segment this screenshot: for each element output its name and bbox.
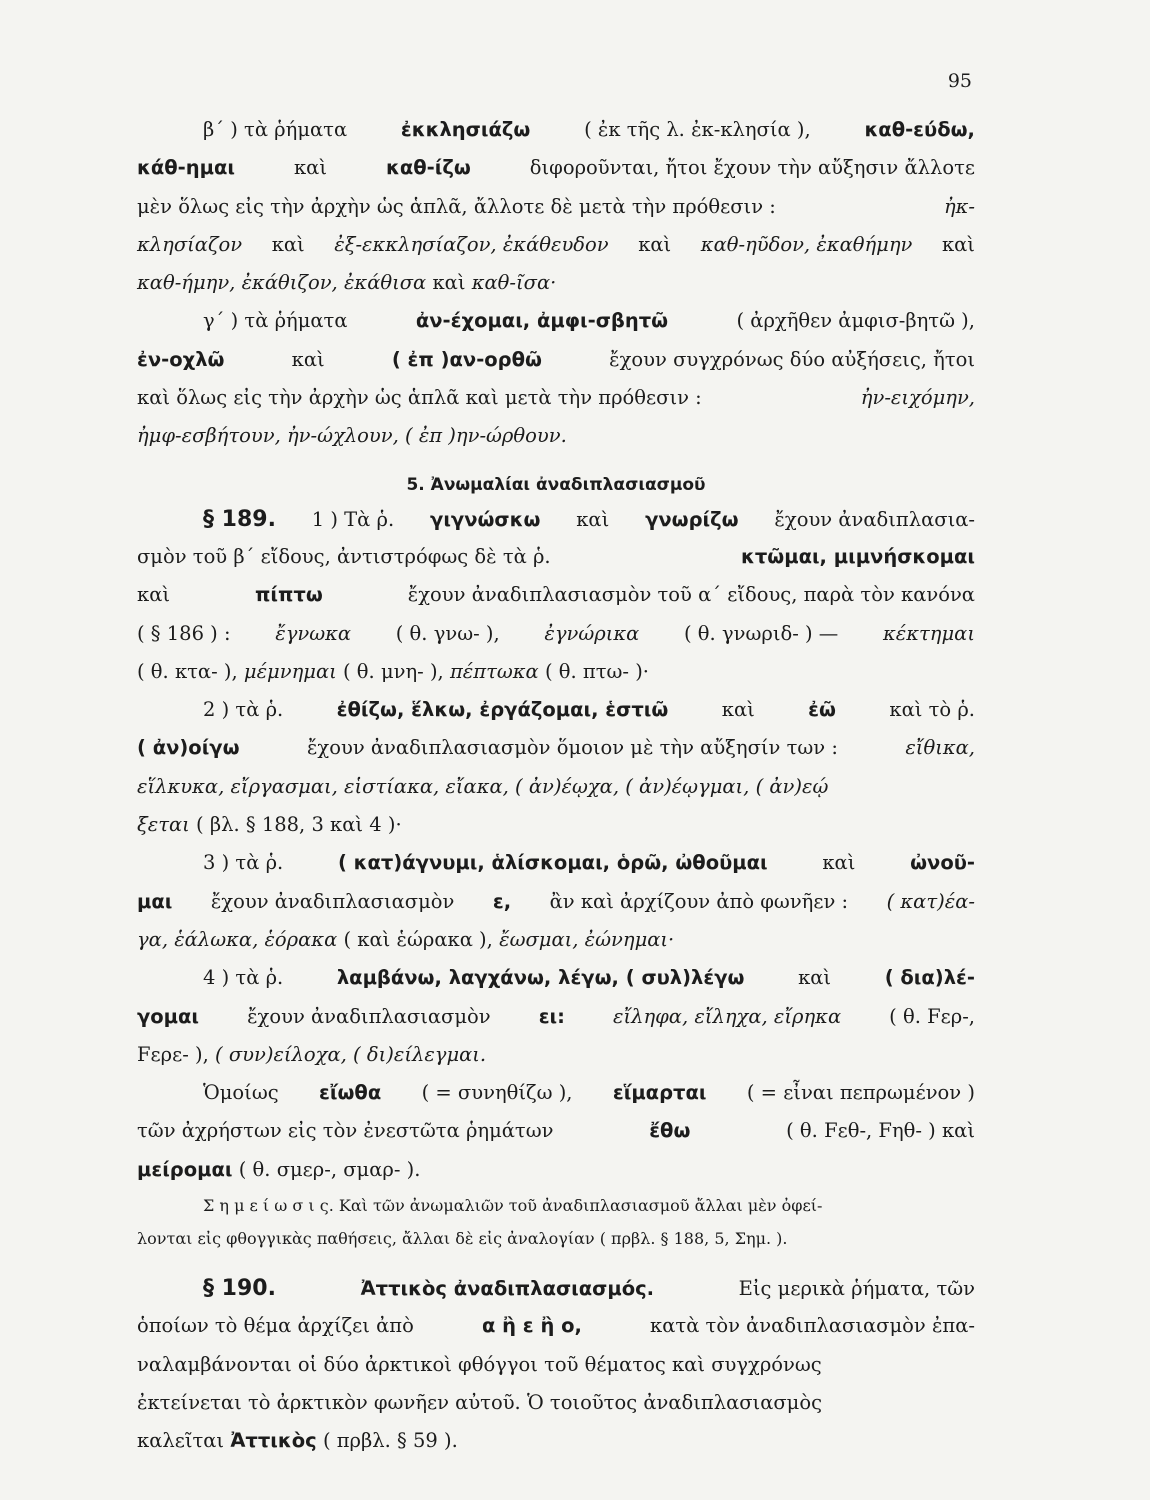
- bold-term: εἴωθα: [319, 1081, 382, 1105]
- bold-term: ( δια)λέ-: [884, 966, 975, 990]
- bold-term: ( ἐπ )αν-ορθῶ: [391, 347, 542, 371]
- text-run: ὁποίων τὸ θέμα ἀρχίζει ἀπὸ: [137, 1314, 414, 1338]
- paragraph-189-3: [137, 851, 975, 966]
- text-run: καὶ: [822, 851, 856, 875]
- text-line: [137, 118, 975, 156]
- text-run: ( θ. πτω- )·: [544, 659, 650, 683]
- bold-term: πίπτω: [254, 583, 323, 607]
- text-run: καὶ: [291, 347, 325, 371]
- italic-form: ἔγνωκα: [275, 621, 352, 645]
- text-run: καὶ: [137, 583, 171, 607]
- text-run: διφοροῦνται, ἤτοι ἔχουν τὴν αὔξησιν ἄλλοτε: [529, 156, 975, 180]
- text-line: [137, 890, 975, 928]
- page-number: 95: [947, 70, 972, 92]
- text-run: ( § 186 ) :: [137, 621, 231, 645]
- bold-term: ἐν-οχλῶ: [137, 347, 225, 371]
- text-run: ( = συνηθίζω ),: [421, 1081, 573, 1105]
- section-number: § 189.: [203, 506, 276, 532]
- paragraph-gamma: [137, 309, 975, 462]
- text-run: β΄ ) τὰ ῥήματα: [203, 118, 348, 141]
- paragraph-189-2: [137, 698, 975, 851]
- text-run: ( βλ. § 188, 3 καὶ 4 )·: [196, 813, 402, 837]
- italic-form: εἴληφα, εἴληχα, εἴρηκα: [613, 1004, 842, 1028]
- text-run: ἔχουν συγχρόνως δύο αὐξήσεις, ἤτοι: [609, 347, 975, 371]
- note-paragraph: [137, 1196, 975, 1262]
- italic-form: ἔωσμαι, ἐώνημαι·: [499, 927, 675, 951]
- text-line: [137, 1276, 975, 1314]
- bold-term: γομαι: [137, 1004, 200, 1028]
- text-line: [137, 813, 975, 851]
- text-run: λονται εἰς φθογγικὰς παθήσεις, ἄλλαι δὲ εἰς ἀναλογίαν ( πρβλ. § 188, 5, Σημ. ).: [137, 1229, 788, 1249]
- text-run: Σ η μ ε ί ω σ ι ς. Καὶ τῶν ἀνωμαλιῶν τοῦ ἀναδιπλασιασμοῦ ἄλλαι μὲν ὀφεί-: [203, 1196, 823, 1216]
- text-run: ( θ. σμερ-, σμαρ- ).: [238, 1157, 421, 1181]
- text-run: 2 ) τὰ ῥ.: [203, 698, 284, 722]
- text-run: 3 ) τὰ ῥ.: [203, 851, 284, 875]
- italic-form: μέμνημαι: [243, 659, 337, 683]
- text-line: [137, 1353, 975, 1391]
- bold-term: ἐθίζω, ἕλκω, ἐργάζομαι, ἑστιῶ: [336, 698, 669, 722]
- text-line: [137, 309, 975, 347]
- bold-term: ( κατ)άγνυμι, ἁλίσκομαι, ὁρῶ, ὠθοῦμαι: [337, 851, 768, 875]
- text-run: ἔχουν ἀναδιπλασιασμὸν τοῦ α΄ εἴδους, παρὰ τὸν κανόνα: [407, 583, 975, 607]
- bold-term: εἵμαρται: [612, 1081, 707, 1105]
- text-line: [137, 386, 975, 424]
- text-run: ( ἀρχῆθεν ἀμφισ-βητῶ ),: [736, 309, 975, 333]
- text-run: ( θ. γνω- ),: [395, 621, 500, 645]
- text-run: καὶ: [432, 271, 466, 295]
- text-run: ( θ. Fερ-,: [889, 1004, 975, 1028]
- italic-form: καθ-ήμην, ἐκάθιζον, ἐκάθισα: [137, 271, 427, 295]
- bold-term: ἐκκλησιάζω: [400, 118, 531, 141]
- text-line: [137, 1314, 975, 1352]
- text-line: [137, 1229, 975, 1262]
- bold-term: ἀν-έχομαι, ἀμφι-σβητῶ: [415, 309, 669, 333]
- paragraph-190: [137, 1276, 975, 1467]
- bold-term: ὠνοῦ-: [910, 851, 975, 875]
- italic-form: ( κατ)έα-: [886, 889, 975, 913]
- text-line: [137, 583, 975, 621]
- text-line: [137, 156, 975, 194]
- text-line: [137, 348, 975, 386]
- italic-form: ξεται: [137, 813, 190, 837]
- text-run: ( θ. Fεθ-, Fηθ- ) καὶ: [786, 1119, 975, 1143]
- italic-form: ( συν)είλοχα, ( δι)είλεγμαι.: [215, 1042, 487, 1066]
- text-line: [137, 775, 975, 813]
- page-text: [137, 118, 975, 1468]
- text-run: ( θ. μνη- ),: [343, 659, 444, 683]
- text-run: Ὁμοίως: [203, 1081, 279, 1105]
- text-run: μὲν ὅλως εἰς τὴν ἀρχὴν ὡς ἁπλᾶ, ἄλλοτε δὲ μετὰ τὴν πρόθεσιν :: [137, 194, 776, 218]
- bold-term: Ἀττικὸς ἀναδιπλασιασμός.: [360, 1277, 655, 1301]
- section-heading: 5. Ἀνωμαλίαι ἀναδιπλασιασμοῦ: [406, 474, 706, 495]
- bold-term: λαμβάνω, λαγχάνω, λέγω, ( συλ)λέγω: [336, 966, 745, 990]
- text-line: [137, 1005, 975, 1043]
- text-run: ( καὶ ἑώρακα ),: [343, 927, 493, 951]
- italic-form: κέκτημαι: [882, 621, 975, 645]
- text-line: [137, 966, 975, 1004]
- spacer: [137, 1262, 975, 1276]
- text-line: [137, 851, 975, 889]
- text-line: [137, 233, 975, 271]
- text-run: ( θ. γνωριδ- ) —: [684, 621, 839, 645]
- text-run: καὶ ὅλως εἰς τὴν ἀρχὴν ὡς ἁπλᾶ καὶ μετὰ τὴν πρόθεσιν :: [137, 386, 702, 410]
- text-run: γ΄ ) τὰ ῥήματα: [203, 309, 348, 333]
- italic-form: ἠμφ-εσβήτουν, ἠν-ώχλουν, ( ἐπ )ην-ώρθουν.: [137, 424, 567, 448]
- text-run: καὶ: [638, 232, 672, 256]
- text-run: ναλαμβάνονται οἱ δύο ἀρκτικοὶ φθόγγοι τοῦ θέματος καὶ συγχρόνως: [137, 1352, 822, 1376]
- paragraph-189: [137, 507, 975, 698]
- text-line: [137, 545, 975, 583]
- italic-form: πέπτωκα: [449, 659, 539, 683]
- text-run: ( = εἶναι πεπρωμένον ): [746, 1081, 975, 1105]
- bold-term: καθ-εύδω,: [864, 118, 975, 141]
- bold-term: κάθ-ημαι: [137, 156, 235, 180]
- text-line: [137, 507, 975, 545]
- paragraph-189-4: [137, 966, 975, 1081]
- text-run: καὶ: [293, 156, 327, 180]
- text-run: ἐκτείνεται τὸ ἀρκτικὸν φωνῆεν αὐτοῦ. Ὁ τοιοῦτος ἀναδιπλασιασμὸς: [137, 1390, 823, 1414]
- text-line: [137, 424, 975, 462]
- paragraph-189-5: [137, 1081, 975, 1196]
- italic-form: κλησίαζον: [137, 232, 243, 256]
- text-run: 4 ) τὰ ῥ.: [203, 966, 284, 990]
- bold-term: καθ-ίζω: [385, 156, 471, 180]
- text-run: ἔχουν ἀναδιπλασιασμὸν ὅμοιον μὲ τὴν αὔξησίν των :: [306, 736, 838, 760]
- bold-term: ει:: [538, 1004, 565, 1028]
- bold-term: γνωρίζω: [645, 507, 739, 531]
- text-run: καὶ: [576, 507, 610, 531]
- text-line: [137, 1196, 975, 1229]
- text-line: [137, 195, 975, 233]
- bold-term: ε,: [492, 889, 512, 913]
- text-run: σμὸν τοῦ β΄ εἴδους, ἀντιστρόφως δὲ τὰ ῥ.: [137, 544, 551, 568]
- text-line: [137, 622, 975, 660]
- text-run: καὶ: [798, 966, 832, 990]
- text-run: καὶ: [271, 232, 305, 256]
- bold-term: γιγνώσκω: [430, 507, 541, 531]
- text-run: ( ἐκ τῆς λ. ἐκ-κλησία ),: [584, 118, 811, 141]
- section-number: § 190.: [203, 1276, 276, 1302]
- text-line: [137, 736, 975, 774]
- text-line: [137, 271, 975, 309]
- text-run: Εἰς μερικὰ ῥήματα, τῶν: [738, 1277, 975, 1301]
- text-run: καὶ τὸ ῥ.: [889, 698, 975, 722]
- text-line: [137, 1043, 975, 1081]
- italic-form: ἠκ-: [943, 194, 975, 218]
- text-line: [137, 1081, 975, 1119]
- italic-form: καθ-ηῦδον, ἐκαθήμην: [700, 232, 913, 256]
- paragraph-beta: [137, 118, 975, 309]
- text-run: ( πρβλ. § 59 ).: [322, 1429, 458, 1453]
- italic-form: γα, ἑάλωκα, ἑόρακα: [137, 927, 338, 951]
- italic-form: ἐγνώρικα: [544, 621, 640, 645]
- bold-term: μείρομαι: [137, 1157, 233, 1181]
- text-line: [137, 928, 975, 966]
- text-line: [137, 1158, 975, 1196]
- text-line: [137, 698, 975, 736]
- bold-term: κτῶμαι, μιμνήσκομαι: [740, 544, 975, 568]
- bold-term: Ἀττικὸς: [230, 1429, 317, 1453]
- text-line: [137, 660, 975, 698]
- text-run: Fερε- ),: [137, 1042, 209, 1066]
- text-run: ἂν καὶ ἀρχίζουν ἀπὸ φωνῆεν :: [549, 889, 849, 913]
- text-run: ἔχουν ἀναδιπλασια-: [774, 507, 975, 531]
- text-run: κατὰ τὸν ἀναδιπλασιασμὸν ἐπα-: [650, 1314, 975, 1338]
- text-run: καλεῖται: [137, 1429, 225, 1453]
- italic-form: ἠν-ειχόμην,: [860, 386, 975, 410]
- text-line: [137, 1119, 975, 1157]
- text-line: [137, 1391, 975, 1429]
- text-run: τῶν ἀχρήστων εἰς τὸν ἐνεστῶτα ῥημάτων: [137, 1119, 554, 1143]
- bold-term: ( ἀν)οίγω: [137, 736, 240, 760]
- italic-form: ἐξ-εκκλησίαζον, ἐκάθευδον: [334, 232, 609, 256]
- bold-term: μαι: [137, 889, 173, 913]
- text-run: καὶ: [721, 698, 755, 722]
- text-run: ( θ. κτα- ),: [137, 659, 238, 683]
- italic-form: καθ-ῖσα·: [471, 271, 557, 295]
- text-run: ἔχουν ἀναδιπλασιασμὸν: [247, 1004, 491, 1028]
- text-run: καὶ: [941, 232, 975, 256]
- bold-term: ἐῶ: [808, 698, 836, 722]
- text-line: [137, 1429, 975, 1467]
- text-run: ἔχουν ἀναδιπλασιασμὸν: [210, 889, 455, 913]
- bold-term: α ἢ ε ἢ ο,: [481, 1314, 582, 1338]
- italic-form: εἵλκυκα, εἴργασμαι, εἱστίακα, εἴακα, ( ἀν)έῳχα, ( ἀν)έῳγμαι, ( ἀν)εῴ: [137, 774, 829, 798]
- bold-term: ἔθω: [649, 1119, 691, 1143]
- italic-form: εἴθικα,: [905, 736, 975, 760]
- text-run: 1 ) Τὰ ῥ.: [311, 507, 395, 531]
